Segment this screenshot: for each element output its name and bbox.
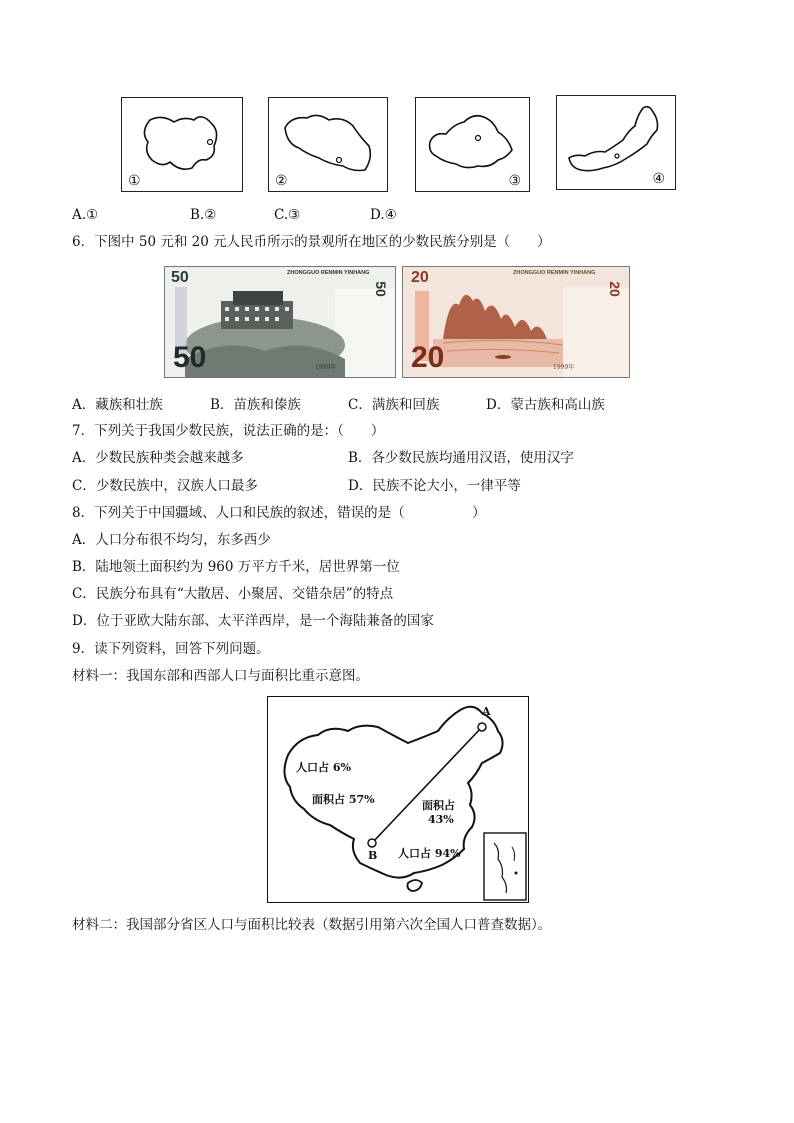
q8-option-d[interactable]: D．位于亚欧大陆东部、太平洋西岸，是一个海陆兼备的国家	[72, 613, 434, 629]
province-map-1	[121, 97, 243, 192]
west-area-label: 面积占 57%	[312, 793, 375, 806]
china-population-area-map	[267, 696, 529, 903]
q6-option-d[interactable]: D．蒙古族和高山族	[486, 397, 605, 413]
banknote-50-value-large: 50	[173, 341, 207, 374]
banknote-50-value-side: 50	[373, 281, 390, 297]
q5-option-c[interactable]: C.③	[274, 207, 301, 223]
banknote-20	[402, 266, 630, 378]
map-label-1: ①	[128, 173, 141, 189]
map-point-a: A	[482, 705, 491, 718]
q6-question: 6．下图中 50 元和 20 元人民币所示的景观所在地区的少数民族分别是（ ）	[72, 234, 551, 250]
banknote-20-value-top: 20	[411, 269, 429, 286]
q9-question: 9．读下列资料，回答下列问题。	[72, 641, 270, 657]
q7-option-b[interactable]: B．各少数民族均通用汉语，使用汉字	[348, 450, 574, 466]
banknote-50	[164, 266, 396, 378]
q8-option-c[interactable]: C．民族分布具有“大散居、小聚居、交错杂居”的特点	[72, 586, 394, 602]
q6-option-c[interactable]: C．满族和回族	[348, 397, 440, 413]
q6-option-b[interactable]: B．苗族和傣族	[210, 397, 301, 413]
q5-option-b[interactable]: B.②	[190, 207, 217, 223]
q5-option-a[interactable]: A.①	[72, 207, 99, 223]
banknote-20-year: 1999年	[553, 364, 575, 371]
province-map-2	[268, 97, 388, 192]
q8-option-b[interactable]: B．陆地领土面积约为 960 万平方千米，居世界第一位	[72, 559, 400, 575]
q6-option-a[interactable]: A．藏族和壮族	[72, 397, 163, 413]
banknote-50-value-top: 50	[171, 269, 189, 286]
q8-question: 8．下列关于中国疆域、人口和民族的叙述，错误的是（ ）	[72, 505, 486, 521]
q7-option-d[interactable]: D．民族不论大小，一律平等	[348, 478, 521, 494]
map-point-b: B	[368, 849, 378, 862]
east-area-label-2: 43%	[428, 813, 454, 826]
map-label-2: ②	[275, 173, 288, 189]
west-population-label: 人口占 6%	[296, 761, 351, 774]
q7-option-a[interactable]: A．少数民族种类会越来越多	[72, 450, 244, 466]
q5-option-d[interactable]: D.④	[370, 207, 397, 223]
q9-material-1: 材料一：我国东部和西部人口与面积比重示意图。	[72, 668, 369, 684]
q7-question: 7．下列关于我国少数民族，说法正确的是：（ ）	[72, 423, 385, 439]
map-label-3: ③	[508, 173, 521, 189]
province-map-4	[556, 95, 676, 190]
banknote-20-value-side: 20	[607, 281, 624, 297]
q7-option-c[interactable]: C．少数民族中，汉族人口最多	[72, 478, 258, 494]
banknote-50-year: 1999年	[315, 364, 337, 371]
map-label-4: ④	[652, 171, 665, 187]
east-area-label-1: 面积占	[422, 799, 455, 812]
east-population-label: 人口占 94%	[398, 847, 461, 860]
q9-material-2: 材料二：我国部分省区人口与面积比较表（数据引用第六次全国人口普查数据）。	[72, 917, 552, 933]
banknote-20-value-large: 20	[411, 341, 445, 374]
province-map-3	[415, 97, 530, 192]
q8-option-a[interactable]: A．人口分布很不均匀，东多西少	[72, 532, 271, 548]
banknote-20-bank-name: ZHONGGUO RENMIN YINHANG	[513, 270, 596, 276]
banknote-50-bank-name: ZHONGGUO RENMIN YINHANG	[287, 270, 370, 276]
china-outline-icon	[268, 697, 528, 902]
